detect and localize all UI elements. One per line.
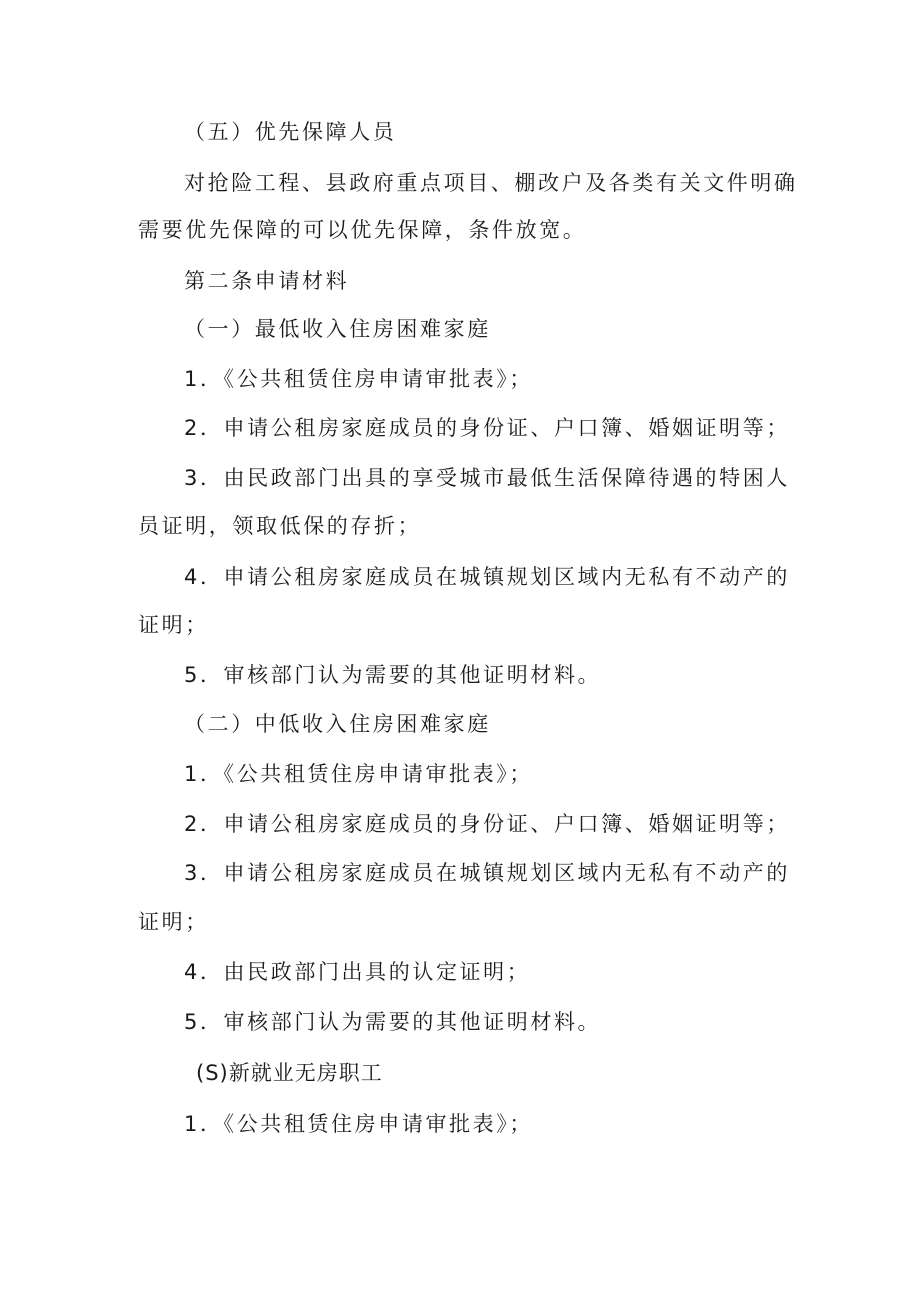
paragraph-line: 对抢险工程、县政府重点项目、棚改户及各类有关文件明确 xyxy=(184,171,798,195)
list-item: 3．申请公租房家庭成员在城镇规划区域内无私有不动产的 xyxy=(184,861,790,885)
list-item: 1．《公共租赁住房申请审批表》； xyxy=(184,762,533,786)
section-heading-new-employees: (S)新就业无房职工 xyxy=(196,1061,383,1085)
list-item-continued: 员证明，领取低保的存折； xyxy=(138,514,422,538)
list-item: 2．申请公租房家庭成员的身份证、户口簿、婚姻证明等； xyxy=(184,812,790,836)
section-heading-low-middle-income: （二）中低收入住房困难家庭 xyxy=(184,712,491,736)
list-item: 5．审核部门认为需要的其他证明材料。 xyxy=(184,663,602,687)
list-item: 5．审核部门认为需要的其他证明材料。 xyxy=(184,1010,602,1034)
list-item: 2．申请公租房家庭成员的身份证、户口簿、婚姻证明等； xyxy=(184,416,790,440)
list-item-continued: 证明； xyxy=(138,613,209,637)
list-item: 3．由民政部门出具的享受城市最低生活保障待遇的特困人 xyxy=(184,466,790,490)
paragraph-line: 需要优先保障的可以优先保障，条件放宽。 xyxy=(138,218,587,242)
list-item: 1．《公共租赁住房申请审批表》； xyxy=(184,1112,533,1136)
article-heading: 第二条申请材料 xyxy=(184,269,350,293)
list-item-continued: 证明； xyxy=(138,910,209,934)
list-item: 4．由民政部门出具的认定证明； xyxy=(184,960,531,984)
list-item: 4．申请公租房家庭成员在城镇规划区域内无私有不动产的 xyxy=(184,565,790,589)
section-heading-lowest-income: （一）最低收入住房困难家庭 xyxy=(184,317,491,341)
section-heading-priority: （五）优先保障人员 xyxy=(184,120,397,144)
list-item: 1．《公共租赁住房申请审批表》； xyxy=(184,367,533,391)
